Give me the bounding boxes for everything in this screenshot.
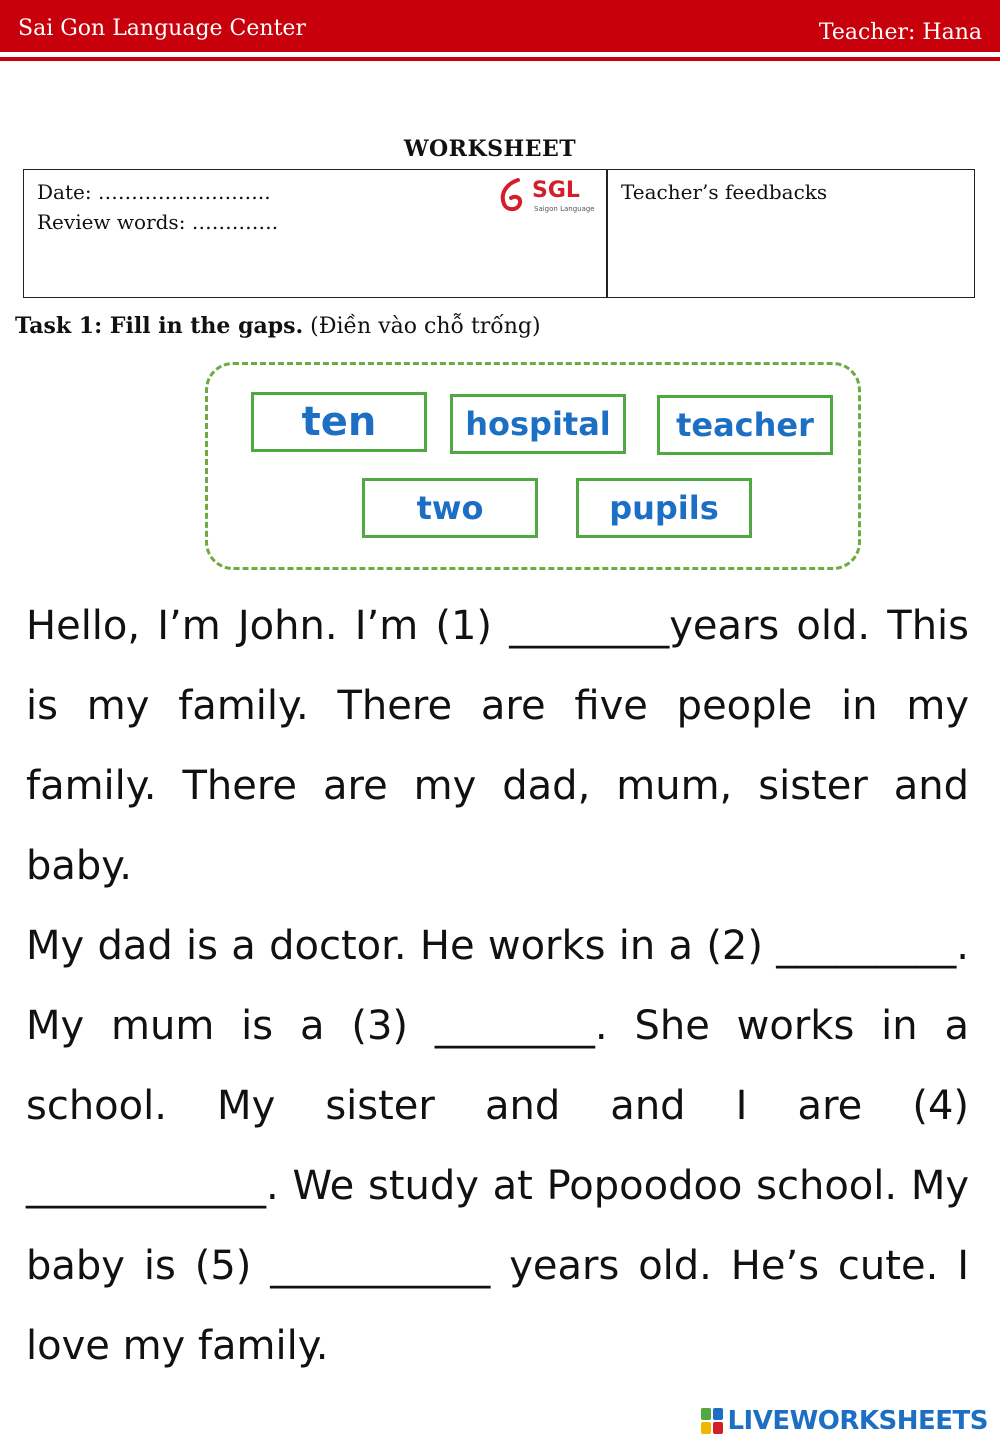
- passage-text: . We study at Popoodoo school. My baby is (5): [26, 1163, 969, 1289]
- liveworksheets-brand: LIVEWORKSHEETS: [727, 1406, 988, 1436]
- passage-paragraph-1: [26, 586, 969, 906]
- passage-text: Hello, I’m John. I’m (1): [26, 603, 510, 649]
- sgl-logo: [494, 176, 594, 216]
- liveworksheets-logo: [701, 1404, 988, 1438]
- task1-heading: [15, 313, 541, 339]
- gap-5[interactable]: ___________: [270, 1243, 491, 1289]
- word-hospital[interactable]: hospital: [450, 394, 626, 454]
- header-bar: [0, 0, 1000, 52]
- teacher-feedback-label: Teacher’s feedbacks: [621, 180, 828, 204]
- passage-text: . She works in a school. My sister and and I are (4): [26, 1003, 969, 1129]
- word-pupils[interactable]: pupils: [576, 478, 752, 538]
- teacher-name: Teacher: Hana: [818, 20, 982, 45]
- passage-text: years old. This is my family. There are five people in my family. There are my dad, mum, sister and baby.: [26, 603, 970, 889]
- table-divider: [606, 170, 608, 297]
- gap-3[interactable]: ________: [434, 1003, 595, 1049]
- passage-text: years old. He’s cute. I love my family.: [26, 1243, 969, 1369]
- word-teacher[interactable]: teacher: [657, 395, 833, 455]
- passage: [26, 586, 969, 1386]
- date-field: Date: ……………………..: [37, 180, 271, 204]
- task1-subtitle: (Điền vào chỗ trống): [310, 314, 541, 339]
- center-name: Sai Gon Language Center: [18, 16, 306, 41]
- sgl-logo-icon: [494, 176, 534, 216]
- gap-2[interactable]: _________: [776, 923, 957, 969]
- worksheet-title: WORKSHEET: [403, 136, 577, 162]
- passage-paragraph-2: [26, 906, 969, 1386]
- word-two[interactable]: two: [362, 478, 538, 538]
- passage-text: . My mum is a (3): [26, 923, 969, 1049]
- task1-title: Task 1: Fill in the gaps.: [15, 313, 304, 339]
- liveworksheets-icon: [701, 1408, 723, 1434]
- sgl-logo-text: SGL: [532, 178, 580, 203]
- header-divider: [0, 57, 1000, 61]
- sgl-logo-subtext: Saigon Language: [534, 205, 595, 213]
- review-words-field: Review words: ………….: [37, 210, 279, 234]
- passage-text: My dad is a doctor. He works in a (2): [26, 923, 777, 969]
- gap-4[interactable]: ____________: [26, 1163, 266, 1209]
- word-ten[interactable]: ten: [251, 392, 427, 452]
- gap-1[interactable]: ________: [509, 603, 670, 649]
- info-table: [23, 169, 975, 298]
